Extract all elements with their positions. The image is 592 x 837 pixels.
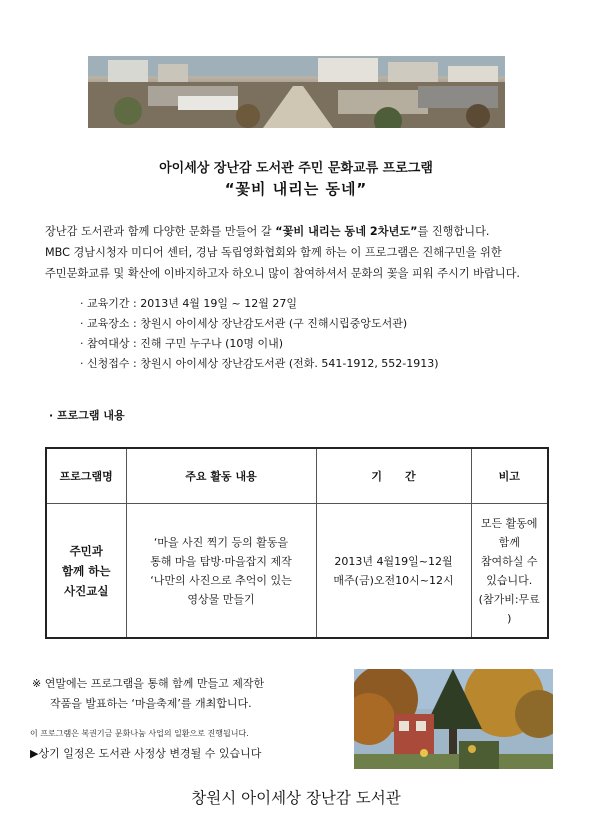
festival-note-line-2: 작품을 발표하는 ‘마을축제’를 개최합니다. xyxy=(50,697,252,710)
info-location: · 교육장소 : 창원시 아이세상 장난감도서관 (구 진해시립중앙도서관) xyxy=(80,317,408,330)
cell-program-name: 주민과 함께 하는 사진교실 xyxy=(46,504,126,639)
intro-line-2: MBC 경남시청자 미디어 센터, 경남 독립영화협회와 함께 하는 이 프로그램은 진해구민을 위한 xyxy=(45,246,502,259)
program-title: “꽃비 내리는 동네” xyxy=(224,180,368,198)
header-activity: 주요 활동 내용 xyxy=(126,448,316,504)
header-note: 비고 xyxy=(471,448,548,504)
cell-activity: ‘마을 사진 찍기 등의 활동을 통해 마을 탐방·마을잡지 제작 ‘나만의 사진으로 추억이 있는 영상물 만들기 xyxy=(126,504,316,639)
program-table xyxy=(45,447,549,639)
intro-line-3: 주민문화교류 및 확산에 이바지하고자 하오니 많이 참여하셔서 문화의 꽃을 피워 주시기 바랍니다. xyxy=(45,267,520,280)
page-title: 아이세상 장난감 도서관 주민 문화교류 프로그램 xyxy=(159,161,433,176)
header-program-name: 프로그램명 xyxy=(46,448,126,504)
program-heading: · 프로그램 내용 xyxy=(49,409,125,422)
header-photo xyxy=(88,56,505,128)
cell-period: 2013년 4월19일~12월 매주(금)오전10시~12시 xyxy=(316,504,471,639)
funding-note: 이 프로그램은 복권기금 문화나눔 사업의 일환으로 진행됩니다. xyxy=(30,729,249,738)
cell-note: 모든 활동에 함께 참여하실 수 있습니다. (참가비:무료 ) xyxy=(471,504,548,639)
festival-note-line-1: ※ 연말에는 프로그램을 통해 함께 만들고 제작한 xyxy=(32,677,265,690)
table-row xyxy=(46,504,548,639)
info-registration: · 신청접수 : 창원시 아이세상 장난감도서관 (전화. 541-1912, 552-1913) xyxy=(80,357,439,370)
info-period: · 교육기간 : 2013년 4월 19일 ~ 12월 27일 xyxy=(80,297,298,310)
header-period: 기 간 xyxy=(316,448,471,504)
schedule-note: ▶상기 일정은 도서관 사정상 변경될 수 있습니다 xyxy=(30,747,262,760)
library-photo xyxy=(354,669,553,769)
footer-org-name: 창원시 아이세상 장난감 도서관 xyxy=(191,789,401,807)
intro-paragraph xyxy=(45,221,565,284)
festival-note xyxy=(32,674,264,714)
intro-line-1: 장난감 도서관과 함께 다양한 문화를 만들어 갈 “꽃비 내리는 동네 2차년도”를 진행합니다. xyxy=(45,225,490,238)
table-header-row xyxy=(46,448,548,504)
info-list xyxy=(80,294,439,374)
info-target: · 참여대상 : 진해 구민 누구나 (10명 이내) xyxy=(80,337,284,350)
